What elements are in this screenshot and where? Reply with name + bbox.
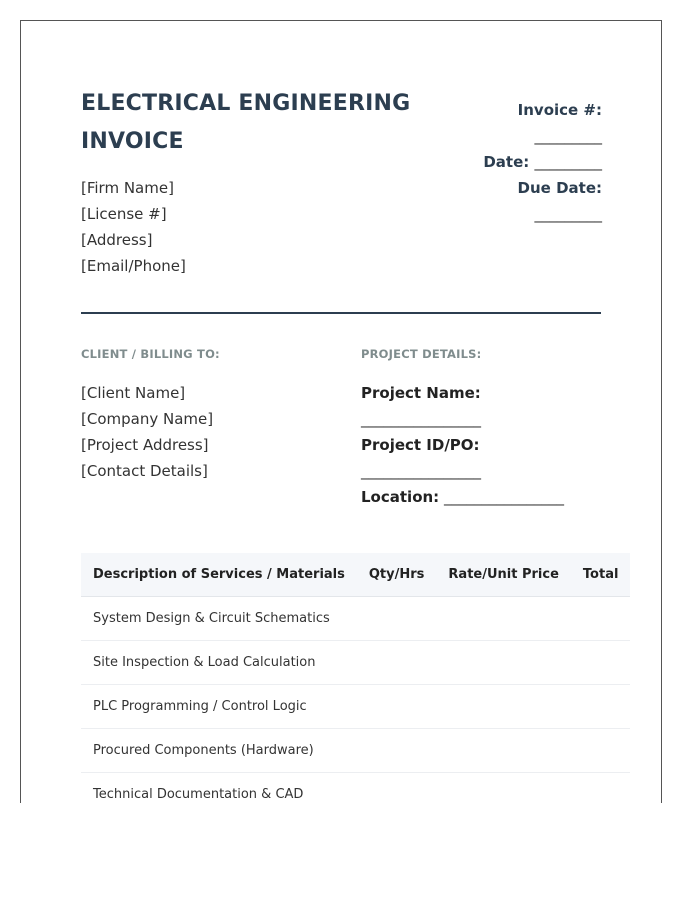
row-rate [436, 773, 571, 804]
project-id-label: Project ID/PO: [361, 436, 480, 454]
row-total [571, 641, 631, 685]
row-rate [436, 597, 571, 641]
table-row [81, 641, 630, 685]
row-description: Procured Components (Hardware) [81, 729, 357, 773]
firm-name: [Firm Name] [81, 179, 174, 197]
row-rate [436, 729, 571, 773]
firm-info [81, 175, 186, 279]
row-rate [436, 641, 571, 685]
line-items-table [81, 553, 630, 803]
row-total [571, 773, 631, 804]
project-id-field: ________________ [361, 462, 481, 480]
table-header-row [81, 553, 630, 597]
row-total [571, 597, 631, 641]
due-date-field: _________ [534, 205, 602, 223]
firm-address: [Address] [81, 231, 153, 249]
project-name-label: Project Name: [361, 384, 481, 402]
project-name-field: ________________ [361, 410, 481, 428]
column-header-qty: Qty/Hrs [357, 553, 437, 597]
table-row [81, 729, 630, 773]
row-total [571, 685, 631, 729]
table-row [81, 685, 630, 729]
row-rate [436, 685, 571, 729]
row-qty [357, 773, 437, 804]
invoice-number-label: Invoice #: [517, 101, 602, 119]
invoice-meta [483, 97, 602, 227]
invoice-title: ELECTRICAL ENGINEERING INVOICE [81, 91, 411, 154]
row-description: Site Inspection & Load Calculation [81, 641, 357, 685]
client-company: [Company Name] [81, 410, 214, 428]
row-qty [357, 597, 437, 641]
project-location-label: Location: [361, 488, 440, 506]
project-heading: PROJECT DETAILS: [361, 347, 482, 361]
invoice-date-row [483, 149, 602, 175]
due-date-label: Due Date: [517, 179, 602, 197]
client-name: [Client Name] [81, 384, 186, 402]
table-row [81, 773, 630, 804]
client-project-address: [Project Address] [81, 436, 209, 454]
column-header-rate: Rate/Unit Price [436, 553, 571, 597]
row-total [571, 729, 631, 773]
project-details [361, 380, 564, 510]
row-description: Technical Documentation & CAD [81, 773, 357, 804]
row-qty [357, 685, 437, 729]
firm-contact: [Email/Phone] [81, 257, 186, 275]
header-divider [81, 312, 601, 314]
client-details [81, 380, 213, 484]
table-row [81, 597, 630, 641]
row-description: PLC Programming / Control Logic [81, 685, 357, 729]
client-heading: CLIENT / BILLING TO: [81, 347, 220, 361]
column-header-total: Total [571, 553, 631, 597]
row-description: System Design & Circuit Schematics [81, 597, 357, 641]
invoice-date-label: Date: [483, 153, 530, 171]
invoice-date-field: _________ [534, 153, 602, 171]
client-contact: [Contact Details] [81, 462, 208, 480]
firm-license: [License #] [81, 205, 167, 223]
column-header-description: Description of Services / Materials [81, 553, 357, 597]
row-qty [357, 729, 437, 773]
invoice-number-field: _________ [534, 127, 602, 145]
project-location-field: ________________ [443, 488, 564, 506]
row-qty [357, 641, 437, 685]
invoice-page [20, 20, 662, 803]
